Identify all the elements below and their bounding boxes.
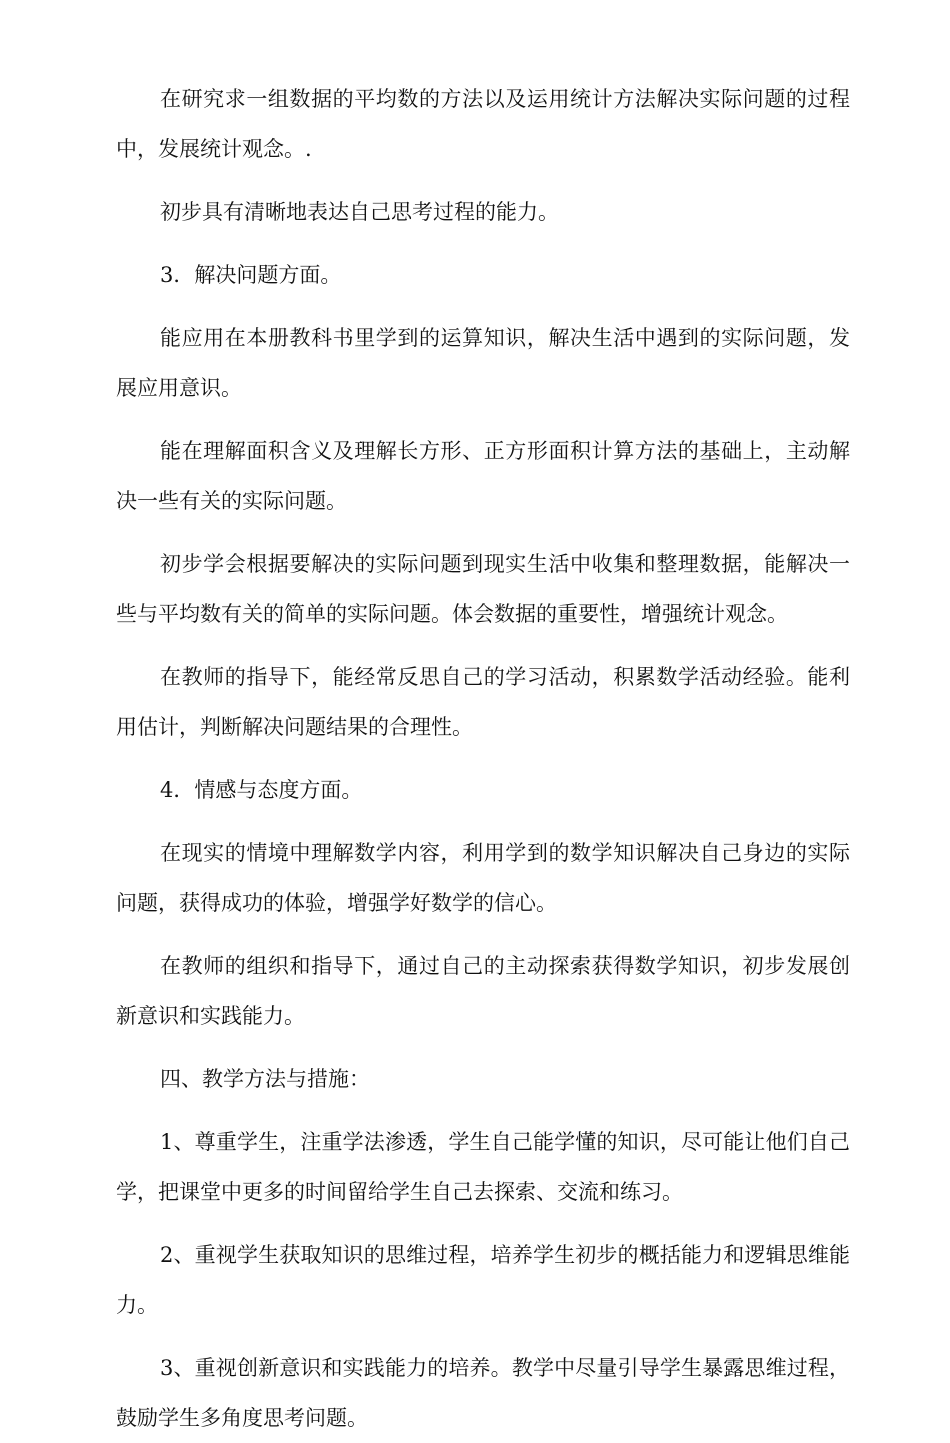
paragraph-method-1: 1、尊重学生，注重学法渗透，学生自己能学懂的知识，尽可能让他们自己学，把课堂中更多的时间留给学生自己去探索、交流和练习。	[116, 1130, 850, 1204]
paragraph-area-understanding: 能在理解面积含义及理解长方形、正方形面积计算方法的基础上，主动解决一些有关的实际问题。	[116, 439, 850, 513]
paragraph-method-2: 2、重视学生获取知识的思维过程，培养学生初步的概括能力和逻辑思维能力。	[116, 1243, 850, 1317]
section-heading-emotion-attitude: 4．情感与态度方面。	[160, 778, 363, 802]
paragraph-statistics-concept: 在研究求一组数据的平均数的方法以及运用统计方法解决实际问题的过程中，发展统计观念。.	[116, 87, 850, 161]
paragraph-method-3: 3、重视创新意识和实践能力的培养。教学中尽量引导学生暴露思维过程，鼓励学生多角度思考问题。	[116, 1356, 850, 1430]
paragraph-expression-ability: 初步具有清晰地表达自己思考过程的能力。	[160, 200, 559, 224]
paragraph-data-collection: 初步学会根据要解决的实际问题到现实生活中收集和整理数据，能解决一些与平均数有关的简单的实际问题。体会数据的重要性，增强统计观念。	[116, 552, 850, 626]
section-heading-teaching-methods: 四、教学方法与措施：	[160, 1067, 370, 1091]
paragraph-reflection: 在教师的指导下，能经常反思自己的学习活动，积累数学活动经验。能利用估计，判断解决问题结果的合理性。	[116, 665, 850, 739]
paragraph-apply-knowledge: 能应用在本册教科书里学到的运算知识，解决生活中遇到的实际问题，发展应用意识。	[116, 326, 850, 400]
paragraph-active-exploration: 在教师的组织和指导下，通过自己的主动探索获得数学知识，初步发展创新意识和实践能力。	[116, 954, 850, 1028]
paragraph-real-context: 在现实的情境中理解数学内容，利用学到的数学知识解决自己身边的实际问题，获得成功的体验，增强学好数学的信心。	[116, 841, 850, 915]
section-heading-problem-solving: 3．解决问题方面。	[160, 263, 342, 287]
